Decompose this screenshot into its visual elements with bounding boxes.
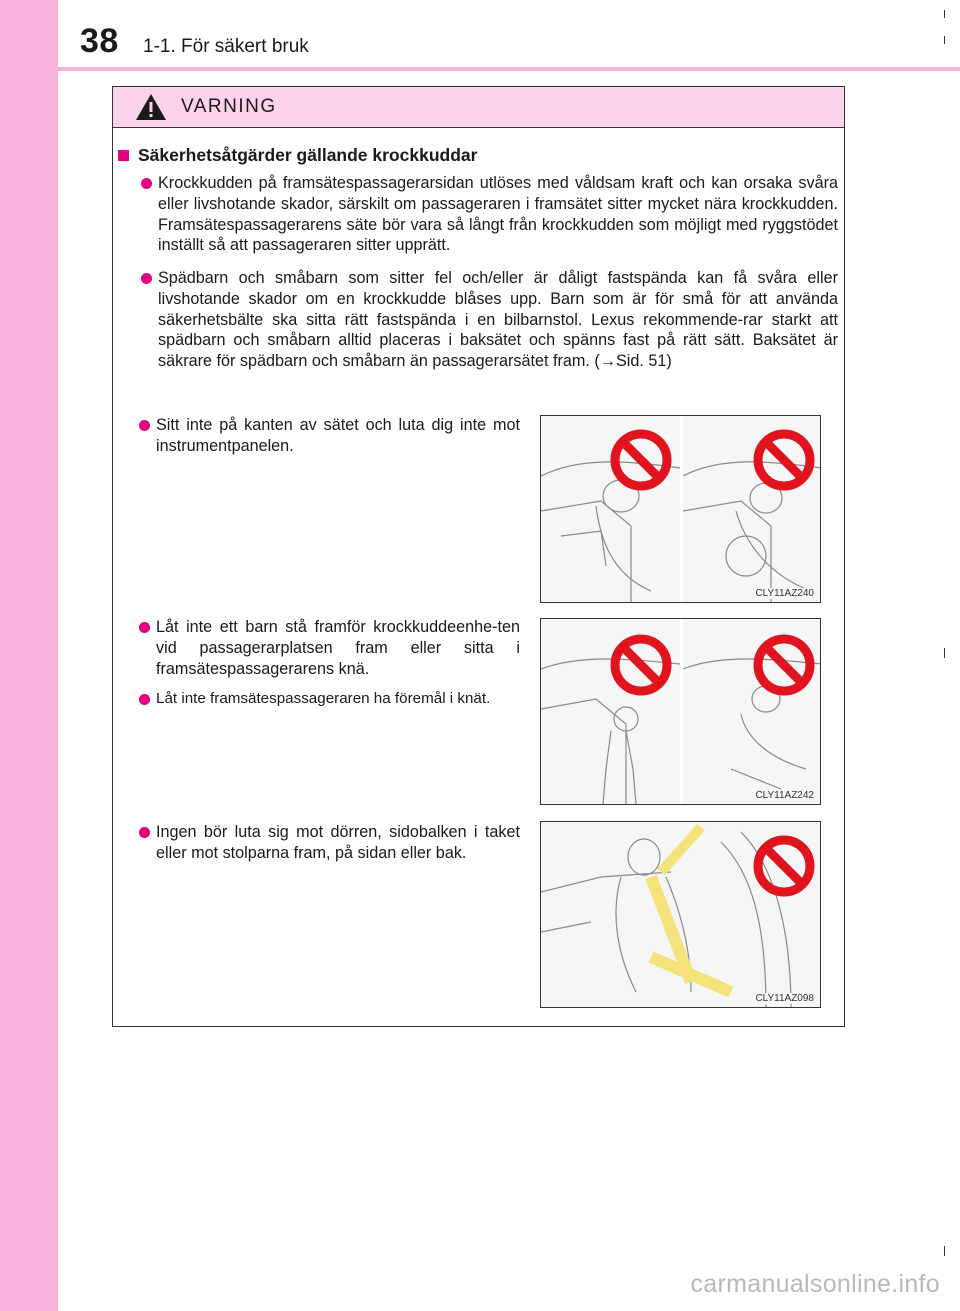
illustration-code: CLY11AZ240 [755, 588, 814, 599]
bullet-child-seating: Spädbarn och småbarn som sitter fel och/eller är dåligt fastspända kan få svåra eller livshotande skador om en krockkudde blåses upp. Barn som är för små för att använda säkerhetsbälte ska sitta rätt fastspända i en bilbarnstol. Lexus rekommende-rar starkt att spädbarn och småbarn alltid placeras i baksätet och spänns fast på rätt sätt. Baksätet är säkrare för spädbarn och småbarn än passagerarsätet fram. (→Sid. 51) [158, 268, 838, 372]
side-color-strip [0, 0, 58, 1311]
bullet-dot-icon [141, 273, 152, 284]
bullet-seat-edge: Sitt inte på kanten av sätet och luta dig inte mot instrumentpanelen. [156, 415, 520, 457]
illustration-child-standing [540, 618, 821, 805]
illustration-code: CLY11AZ098 [755, 993, 814, 1004]
prohibited-icon [758, 434, 810, 486]
prohibited-icon [758, 840, 810, 892]
section-title: 1-1. För säkert bruk [143, 36, 309, 57]
bullet-child-standing: Låt inte ett barn stå framför krockkuddeenhe-ten vid passagerarplatsen fram eller sitta i framsätespassagerarens knä. [156, 617, 520, 679]
bullet-dot-icon [141, 178, 152, 189]
warning-title: VARNING [181, 96, 277, 117]
bullet-airbag-force: Krockkudden på framsätespassagerarsidan utlöses med våldsam kraft och kan orsaka svåra eller livshotande skador, särskilt om passageraren i framsätet sitter mycket nära krockkudden. Framsätespassagerarens säte bör vara så långt från krockkudden som möjligt med ryggstödet inställt så att passageraren sitter upprätt. [158, 173, 838, 256]
prohibited-icon [615, 434, 667, 486]
warning-triangle-icon [135, 93, 167, 121]
section-heading [118, 145, 477, 166]
illustration-drawing [541, 416, 821, 603]
page-number: 38 [80, 22, 119, 60]
crop-mark [944, 648, 945, 658]
illustration-drawing [541, 619, 821, 805]
illustration-code: CLY11AZ242 [755, 790, 814, 801]
prohibited-icon [615, 639, 667, 691]
illustration-seat-edge [540, 415, 821, 603]
bullet-dot-icon [139, 420, 150, 431]
bullet-dot-icon [139, 827, 150, 838]
bullet-lean-door: Ingen bör luta sig mot dörren, sidobalken i taket eller mot stolparna fram, på sidan eller bak. [156, 822, 520, 864]
heading-text: Säkerhetsåtgärder gällande krockkuddar [138, 145, 478, 165]
header-rule [58, 67, 960, 71]
prohibited-icon [758, 639, 810, 691]
warning-header [113, 87, 844, 128]
bullet-objects-lap: Låt inte framsätespassageraren ha föremål i knät. [156, 689, 520, 710]
illustration-lean-door [540, 821, 821, 1008]
watermark: carmanualsonline.info [690, 1270, 940, 1298]
bullet-dot-icon [139, 622, 150, 633]
bullet-dot-icon [139, 694, 150, 705]
crop-mark [944, 1246, 945, 1256]
square-bullet-icon [118, 150, 129, 161]
crop-mark [944, 36, 945, 44]
illustration-drawing [541, 822, 821, 1008]
crop-mark [944, 10, 945, 18]
